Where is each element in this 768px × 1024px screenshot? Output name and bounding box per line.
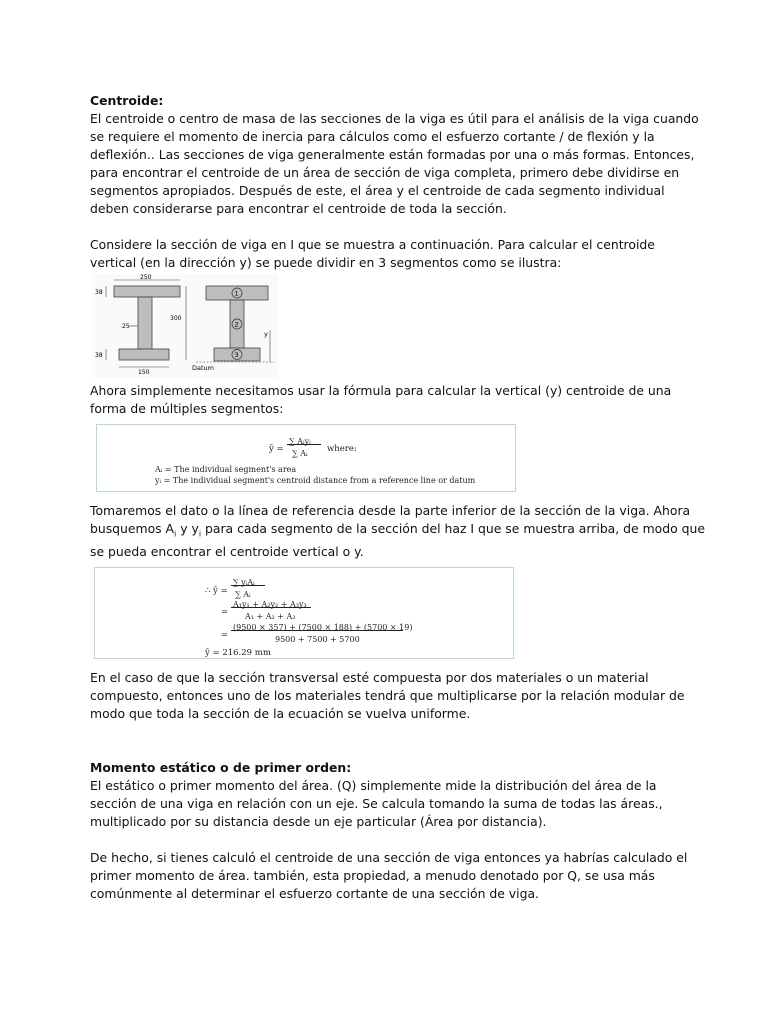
dim-web: 25: [122, 323, 130, 330]
formula1-numerator: ∑ Aᵢyᵢ: [289, 437, 311, 446]
paragraph-ibeam-intro: Considere la sección de viga en I que se muestra a continuación. Para calcular el centroide vertical (en la dirección y) se puede dividir en 3 segmentos como se ilustra:: [90, 237, 655, 270]
dim-bottom-width: 150: [138, 369, 150, 376]
centroid-calculation-box: ∴ ȳ = ∑ yᵢAᵢ ∑ Aᵢ = A₁y₁ + A₂y₂ + A₃y₃ A₁ + A₂ + A₃ = (9500 × 357) + (7500 × 188) + (5700 × 19) 9500 + 7500 + 5700 ȳ = 216.29 mm: [94, 567, 514, 659]
formula1-def-distance: yᵢ = The individual segment's centroid distance from a reference line or datum: [155, 476, 476, 485]
formula1-denominator: ∑ Aᵢ: [292, 449, 308, 458]
document-body: [90, 92, 705, 903]
section-heading-momento: Momento estático o de primer orden:: [90, 760, 352, 776]
formula1-where: where:: [327, 444, 357, 454]
section-heading-centroide: Centroide:: [90, 93, 164, 108]
datum-label: Datum: [192, 364, 214, 372]
paragraph-formula-intro: Ahora simplemente necesitamos usar la fórmula para calcular la vertical (y) centroide de una forma de múltiples segmentos:: [90, 383, 672, 416]
ibeam-figure: [92, 274, 278, 378]
dim-top-width: 250: [140, 274, 152, 281]
formula1-lhs: ȳ =: [269, 444, 284, 454]
formula1-def-area: Aᵢ = The individual segment's area: [155, 465, 297, 474]
paragraph-datum: Tomaremos el dato o la línea de referencia desde la parte inferior de la sección de la viga. Ahora busquemos $A_i$ y $y_i$ para cada segmento de la sección del haz I que se muestra arriba, de modo que se pueda encontrar el centroide vertical o y.: [90, 503, 705, 560]
left-bottom-flange: [119, 349, 169, 360]
formula2-line2-numerator: A₁y₁ + A₂y₂ + A₃y₃: [233, 600, 307, 610]
dim-height: 300: [170, 315, 182, 322]
centroid-formula-box: [96, 424, 516, 492]
paragraph-centroide-intro: El centroide o centro de masa de las secciones de la viga es útil para el análisis de la viga cuando se requiere el momento de inercia para cálculos como el esfuerzo cortante / de flexión y la deflexión.. Las secciones de viga generalmente están formadas por una o más formas. Entonces, para encontrar el centroide de un área de sección de viga completa, primero debe dividirse en segmentos apropiados. Después de este, el área y el centroide de cada segmento individual deben considerarse para encontrar el centroide de toda la sección.: [90, 111, 699, 216]
formula2-lhs: ∴ ȳ =: [205, 586, 228, 597]
segment-1-label: 1: [234, 289, 239, 298]
dim-flange-bottom: 38: [95, 352, 103, 359]
left-web: [138, 297, 152, 349]
formula2-line3-denominator: 9500 + 7500 + 5700: [275, 635, 360, 645]
paragraph-composite: En el caso de que la sección transversal esté compuesta por dos materiales o un material compuesto, entonces uno de los materiales tendrá que multiplicarse por la relación modular de modo que toda la sección de la ecuación se vuelva uniforme.: [90, 670, 685, 722]
segment-3-label: 3: [234, 351, 239, 359]
paragraph-momento-def: El estático o primer momento del área. (Q) simplemente mide la distribución del área de la sección de una viga en relación con un eje. Se calcula tomando la suma de todas las áreas., multiplicado por su distancia desde un eje particular (Área por distancia).: [90, 778, 663, 830]
formula2-line3-numerator: (9500 × 357) + (7500 × 188) + (5700 × 19): [233, 623, 413, 633]
formula2-result: ȳ = 216.29 mm: [205, 648, 271, 659]
left-top-flange: [114, 286, 180, 297]
y-axis-label: y: [264, 330, 268, 338]
ibeam-diagram: [92, 274, 278, 378]
formula2-line1-denominator: ∑ Aᵢ: [235, 590, 251, 600]
formula2-line2-denominator: A₁ + A₂ + A₃: [245, 612, 296, 622]
formula2-line1-numerator: ∑ yᵢAᵢ: [233, 578, 255, 588]
dim-flange-top: 38: [95, 289, 103, 296]
paragraph-momento-usage: De hecho, si tienes calculó el centroide de una sección de viga entonces ya habrías calculado el primer momento de área. también, esta propiedad, a menudo denotado por Q, se usa más comúnmente al determinar el esfuerzo cortante de una sección de viga.: [90, 850, 688, 902]
segment-2-label: 2: [234, 320, 239, 329]
